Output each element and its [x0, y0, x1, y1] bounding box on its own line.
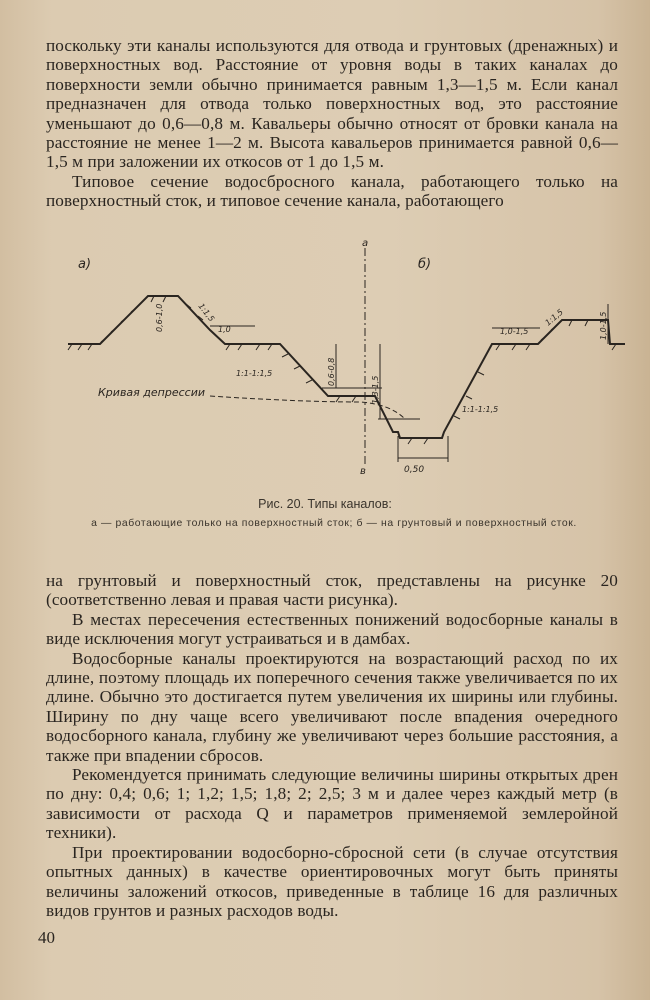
canal-diagram	[60, 236, 630, 492]
label-b: б)	[418, 257, 432, 272]
axis-top-label: а	[362, 238, 369, 249]
bottom-text-block	[46, 571, 618, 920]
dim-slope-b: 1:1-1:1,5	[462, 405, 499, 414]
paragraph: При проектировании водосборно-сбросной сети (в случае отсутствия опытных данных) в качестве ориентировочных могут быть приняты величины заложений откосов, приведенные в таблице 16 для различных видов грунтов и разных расходов воды.	[46, 842, 618, 920]
paragraph: на грунтовый и поверхностный сток, представлены на рисунке 20 (соответственно левая и правая части рисунка).	[46, 571, 618, 610]
label-a: а)	[78, 257, 92, 272]
dim-slope-a: 1:1-1:1,5	[236, 369, 273, 378]
paragraph: В местах пересечения естественных понижений водосборные каналы в виде исключения могут устраиваться и в дамбах.	[46, 609, 618, 649]
dim-cavalier-left-h: 0,6-1,0	[155, 303, 164, 332]
dim-cavalier-right-h: 1,0-1,5	[599, 311, 608, 340]
axis-bottom-label: в	[360, 466, 366, 477]
paragraph: Типовое сечение водосбросного канала, работающего только на поверхностный сток, и типовое сечение канала, работающего	[46, 171, 618, 211]
depression-curve-label: Кривая депрессии	[98, 386, 205, 399]
dim-berm-left: 1,0	[218, 325, 231, 334]
dim-slope-right-cav: 1:1,5	[543, 307, 566, 328]
dim-depth-b: 1,3-1,5	[371, 375, 380, 404]
figure-caption-title: Рис. 20. Типы каналов:	[258, 497, 392, 511]
figure-caption-body: а — работающие только на поверхностный сток; б — на грунтовый и поверхностный сток.	[91, 518, 577, 529]
top-text-block	[46, 36, 618, 211]
paragraph: поскольку эти каналы используются для отвода и грунтовых (дренажных) и поверхностных вод. Расстояние от уровня воды в таких каналах до поверхности земли обычно принимается равным 1,3—1,5 м. Если канал предназначен для отвода только поверхностных вод, это расстояние уменьшают до 0,6—0,8 м. Кавальеры обычно относят от бровки канала на расстояние не менее 1—2 м. Высота кавальеров принимается равной 0,6—1,5 м при заложении их откосов от 1 до 1,5 м.	[46, 36, 618, 172]
ground-profile-line	[68, 296, 625, 438]
page-number: 40	[38, 928, 55, 947]
dim-depth-a: 0,6-0,8	[327, 357, 336, 386]
dim-berm-right: 1,0-1,5	[500, 327, 529, 336]
dim-slope-left-cav: 1:1,5	[196, 301, 217, 324]
canal-cross-section-figure	[60, 236, 630, 492]
paragraph: Рекомендуется принимать следующие величины ширины открытых дрен по дну: 0,4; 0,6; 1; 1,2; 1,5; 1,8; 2; 2,5; 3 м и далее через каждый метр (в зависимости от расхода Q и параметров применяемой землеройной техники).	[46, 765, 618, 843]
ground-hatching	[68, 296, 616, 444]
dim-bottom-width: 0,50	[404, 465, 425, 475]
paragraph: Водосборные каналы проектируются на возрастающий расход по их длине, поэтому площадь их поперечного сечения также увеличивается по их длине. Обычно это достигается путем увеличения их ширины или глубины. Ширину по дну чаще всего увеличивают после впадения очередного водосборного канала, глубину же увеличивают через большие расстояния, а также при впадении сбросов.	[46, 648, 618, 765]
